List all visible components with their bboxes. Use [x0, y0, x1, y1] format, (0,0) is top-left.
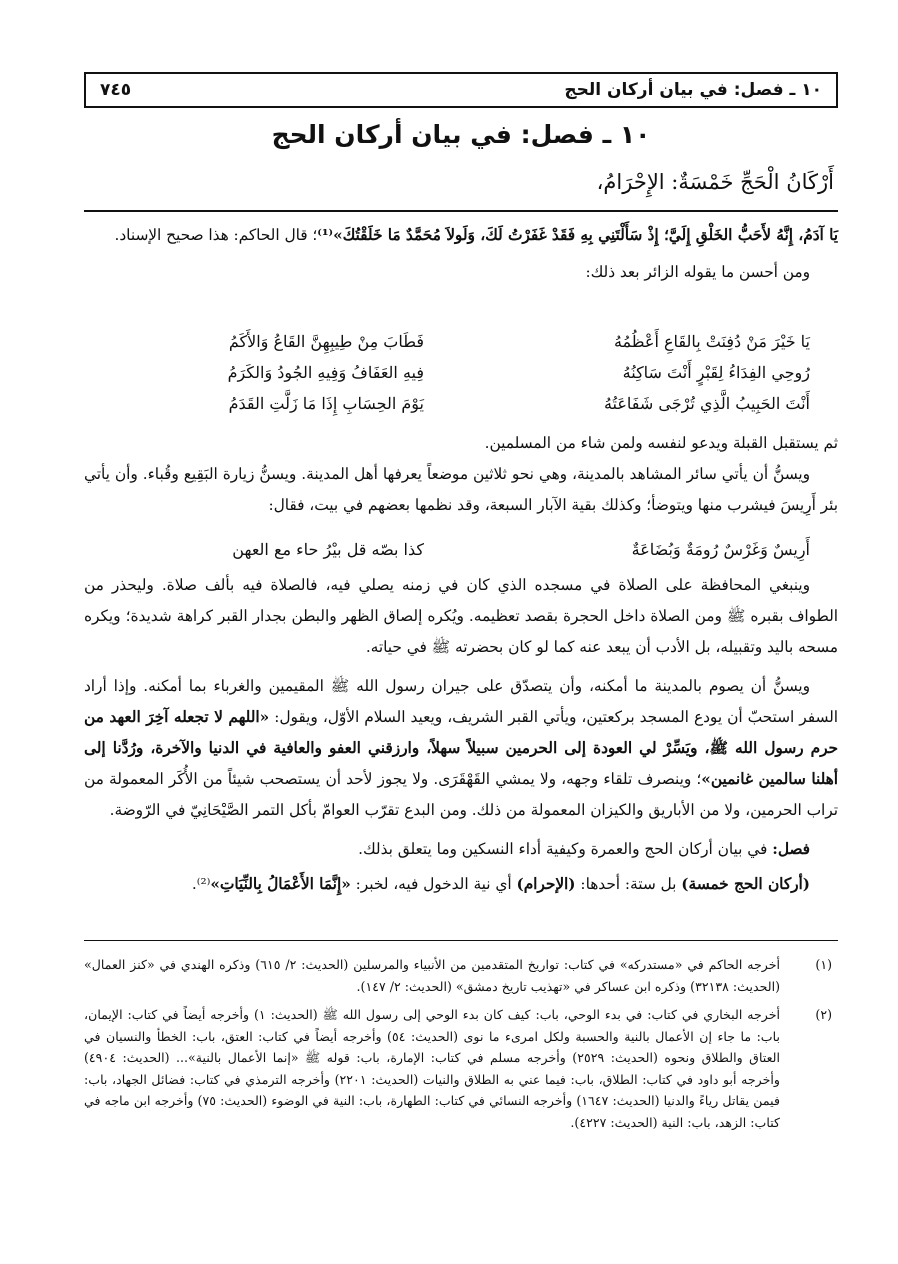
- footnote: [84, 954, 838, 997]
- fasl-label: فصل:: [772, 840, 810, 858]
- matn-text: أَرْكَانُ الْحَجِّ خَمْسَةٌ: الإِحْرَامُ،: [596, 170, 834, 194]
- paragraph-dua: ثم يستقبل القبلة ويدعو لنفسه ولمن شاء من المسلمين.: [484, 434, 838, 452]
- poem-verse: [84, 357, 838, 388]
- farewell-text: ويسنُّ أن يصوم بالمدينة ما أمكنه، وأن يتصدّق على جيران رسول الله ﷺ المقيمين والغرباء بما أمكنه. وإذا أراد السفر استحبّ أن يودع المسجد بركعتين، ويأتي القبر الشريف، ويعيد السلام الأوّل، ويقول:: [84, 677, 839, 726]
- verse-second-hemistich: فَطَابَ مِنْ طِيبِهِنَّ القَاعُ وَالأَكَمُ: [228, 332, 424, 351]
- footnote-text: أخرجه البخاري في كتاب: في بدء الوحي، باب: كيف كان بدء الوحي إلى رسول الله ﷺ (الحديث: ١) وأخرجه أيضاً في كتاب: الإيمان، باب: ما جاء إن الأعمال بالنية والحسبة ولكل امرىء ما نوى (الحديث: ٥٤) وأخرجه أيضاً في كتاب: العتق، باب: الخطأ والنسيان في العتاق والطلاق ونحوه (الحديث: ٢٥٢٩) وأخرجه مسلم في كتاب: الإمارة، باب: قوله ﷺ «إنما الأعمال بالنية»... (الحديث: ٤٩٠٤) وأخرجه أبو داود في كتاب: الطلاق، باب: فيما عني به الطلاق والنيات (الحديث: ٢٢٠١) وأخرجه الترمذي في كتاب: فضائل الجهاد، باب: فيمن يقاتل رياءً والدنيا (الحديث: ١٦٤٧) وأخرجه النسائي في كتاب: الطهارة، باب: النية في الوضوء (الحديث: ٧٥) وأخرجه ابن ماجه في كتاب: الزهد، باب: النية (الحديث: ٤٢٢٧).: [84, 1007, 781, 1130]
- footnotes: [84, 954, 838, 1140]
- hadith-quote: يَا آدَمُ، إِنَّهُ لأَحَبُّ الخَلْقِ إِلَيَّ؛ إِذْ سَأَلْتَنِي بِهِ فَقَدْ غَفَرْتُ لَكَ، وَلَولاَ مُحَمَّدٌ مَا خَلَقْتُكَ»⁽¹⁾: [317, 226, 838, 244]
- footnote: [84, 1004, 838, 1133]
- hadith-grading: ؛ قال الحاكم: هذا صحيح الإسناد.: [114, 226, 318, 244]
- commentary-middle: [84, 428, 838, 521]
- verse-first-hemistich: رُوحِي الفِدَاءُ لِقَبْرٍ أَنْتَ سَاكِنُهُ: [622, 363, 810, 382]
- paragraph-farewell: [84, 671, 838, 826]
- poem-verse: [84, 388, 838, 419]
- running-header: [84, 72, 838, 108]
- poem: [84, 326, 838, 419]
- verse-first-hemistich: أَنْتَ الحَبِيبُ الَّذِي تُرْجَى شَفَاعَتُهُ: [603, 394, 810, 413]
- commentary-bottom: [84, 570, 838, 900]
- farewell-rest: ؛ وينصرف تلقاء وجهه، ولا يمشي القَهْقَرَى. ولا يجوز لأحد أن يستصحب شيئاً من الأُكَر المعمولة من تراب الحرمين، ولا من الأباريق والكيزان المعمولة من ذلك. ومن البدع تقرّب العوامّ بأكل التمر الصَّيْحَانِيّ في الرّوضة.: [84, 770, 838, 819]
- farewell-dua: «اللهم لا تجعله آخِرَ العهد من حرم رسول الله ﷺ، ويَسِّرْ لي العودة إلى الحرمين سبيلاً سهلاً، وارزقني العفو والعافية في الدنيا والآخرة، ورُدَّنا إلى أهلنا سالمين غانمين»: [84, 708, 838, 788]
- arkan-paragraph: [84, 869, 838, 900]
- poem-verse: [84, 534, 838, 565]
- verse-first-hemistich: أَرِيسٌ وَغَرْسٌ رُومَةٌ وَبُضَاعَةٌ: [631, 540, 810, 559]
- footnote-number: (٢): [815, 1007, 832, 1022]
- verse-second-hemistich: كذا بصّه قل بيْرُ حاء مع العهن: [232, 540, 424, 559]
- wells-verse: [84, 534, 838, 565]
- footnote-text: أخرجه الحاكم في «مستدركه» في كتاب: تواريخ المتقدمين من الأنبياء والمرسلين (الحديث: ٢/ ٦١٥) وذكره الهندي في «كنز العمال» (الحديث: ٣٢١٣٨) وذكره ابن عساكر في «تهذيب تاريخ دمشق» (الحديث: ٢/ ١٤٧).: [84, 957, 780, 994]
- arkan-bold-1: (أركان الحج خمسة): [681, 875, 810, 893]
- arkan-text-1: بل ستة: أحدها:: [575, 875, 682, 893]
- paragraph-masjid: وينبغي المحافظة على الصلاة في مسجده الذي كان في زمنه يصلي فيه، فالصلاة فيه بألف صلاة. وليحذر من الطواف بقبره ﷺ ومن الصلاة داخل الحجرة بقصد تعظيمه. ويُكره إلصاق الظهر والبطن بجدار القبر كراهة شديدة؛ ويكره مسحه باليد وتقبيله، بل الأدب أن يبعد عنه كما لو كان بحضرته ﷺ في حياته.: [84, 576, 838, 656]
- fasl-heading: [84, 834, 838, 865]
- matn-divider: [84, 210, 838, 212]
- chapter-title: ١٠ ـ فصل: في بيان أركان الحج: [271, 120, 651, 149]
- paragraph-hadith-adam: [84, 220, 838, 251]
- paragraph-mashahid: ويسنُّ أن يأتي سائر المشاهد بالمدينة، وهي نحو ثلاثين موضعاً يعرفها أهل المدينة. ويسنُّ زيارة البَقِيع وقُباء. وأن يأتي بئر أَرِيسَ فيشرب منها ويتوضأ؛ وكذلك بقية الآبار السبعة، وقد نظمها بعضهم في بيت، فقال:: [84, 465, 838, 514]
- arkan-bold-2: (الإحرام): [516, 875, 576, 893]
- verse-second-hemistich: يَوْمَ الحِسَابِ إِذَا مَا زَلَّتِ القَدَمُ: [228, 394, 424, 413]
- commentary-top: [84, 220, 838, 288]
- footnote-number: (١): [815, 957, 832, 972]
- arkan-hadith: «إِنَّمَا الأَعْمَالُ بِالنِّيَاتِ»: [210, 875, 351, 893]
- page-number: ٧٤٥: [100, 80, 132, 100]
- footnote-divider: [84, 940, 838, 941]
- poem-verse: [84, 326, 838, 357]
- fasl-text: في بيان أركان الحج والعمرة وكيفية أداء النسكين وما يتعلق بذلك.: [358, 840, 773, 858]
- poem-intro: ومن أحسن ما يقوله الزائر بعد ذلك:: [585, 263, 810, 281]
- verse-second-hemistich: فِيهِ العَفَافُ وَفِيهِ الجُودُ وَالكَرَمُ: [227, 363, 424, 382]
- arkan-text-2: أي نية الدخول فيه، لخبر:: [350, 875, 517, 893]
- running-title: ١٠ ـ فصل: في بيان أركان الحج: [564, 80, 822, 100]
- verse-first-hemistich: يَا خَيْرَ مَنْ دُفِنَتْ بِالقَاعِ أَعْظُمُهُ: [613, 332, 810, 351]
- arkan-footnote-ref: ⁽²⁾.: [191, 875, 211, 893]
